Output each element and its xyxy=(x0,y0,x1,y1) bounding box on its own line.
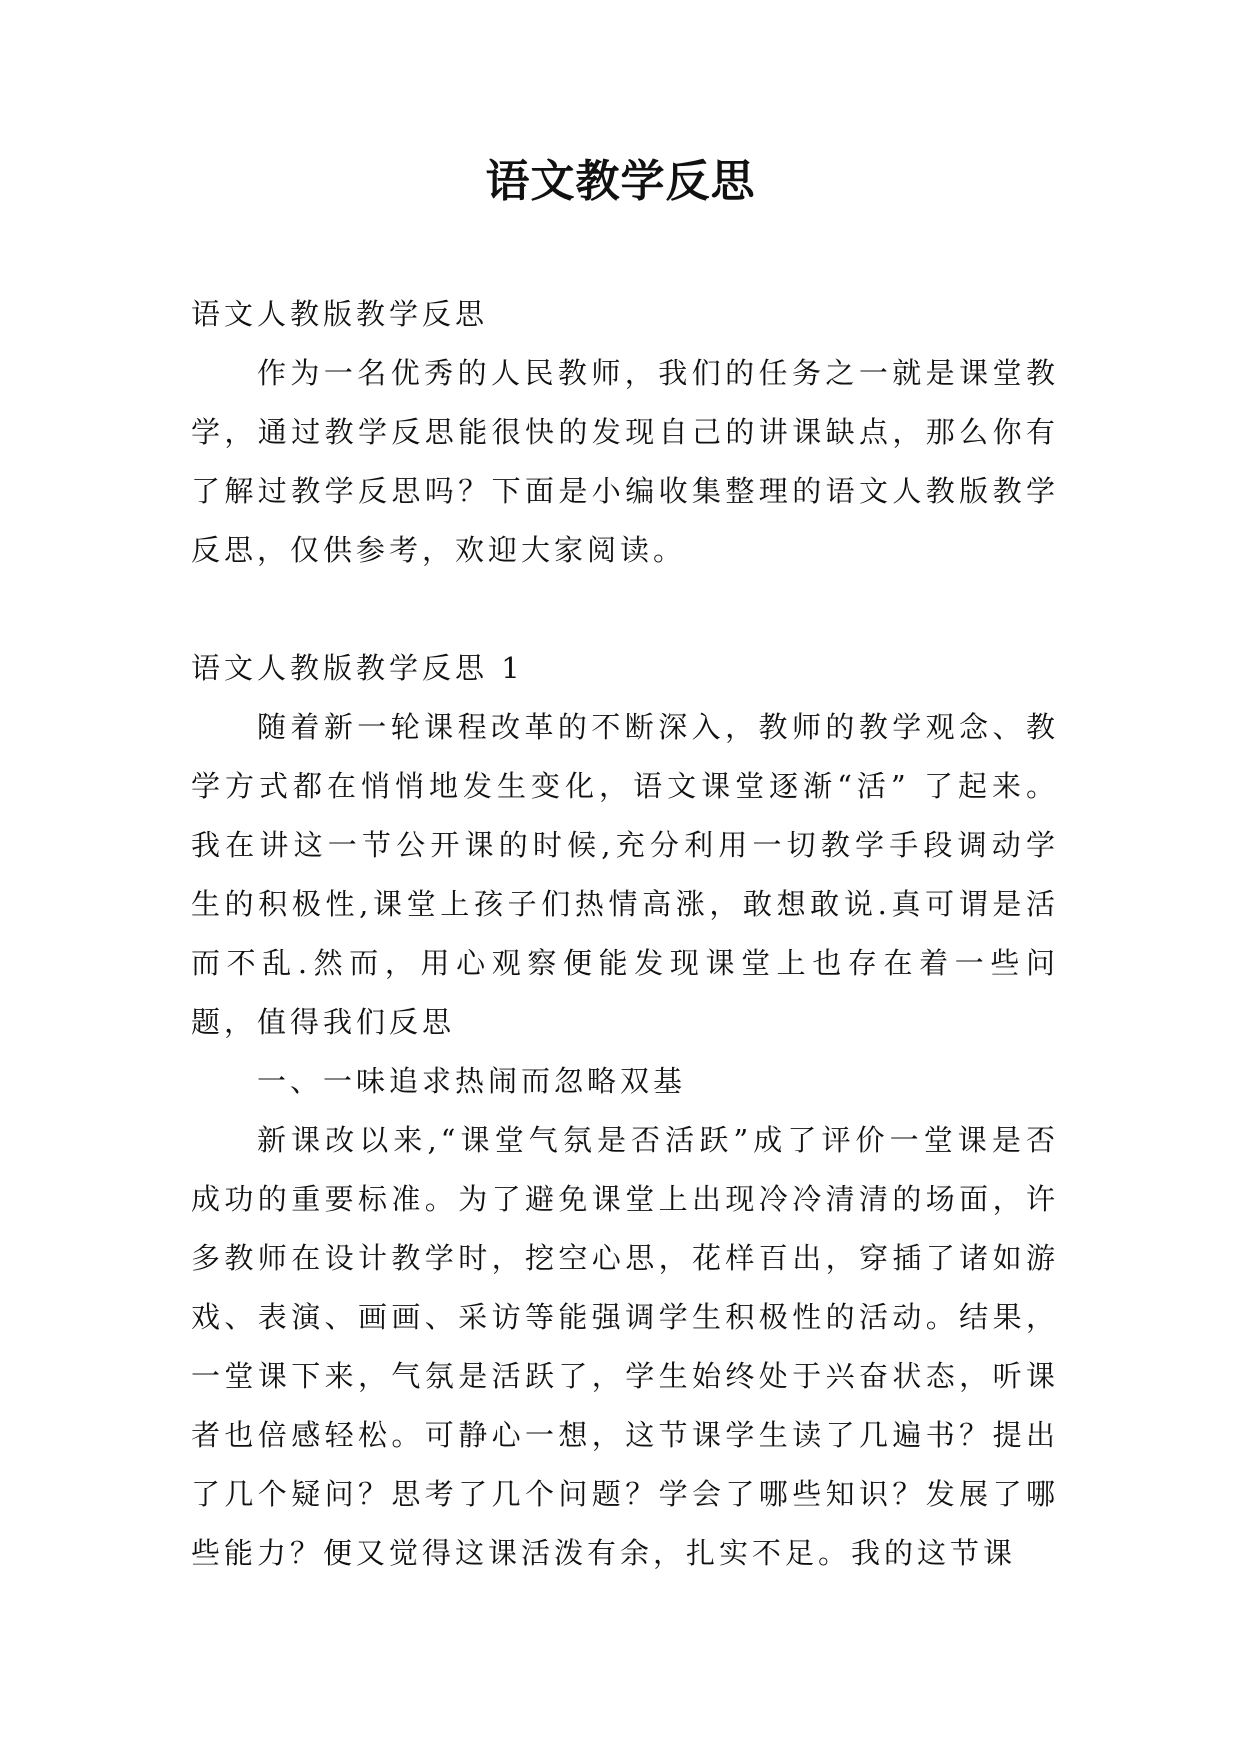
subheading-paragraph: 一、一味追求热闹而忽略双基 xyxy=(257,1064,687,1098)
document-body xyxy=(191,285,1059,1583)
intro-paragraph: 作为一名优秀的人民教师，我们的任务之一就是课堂教学，通过教学反思能很快的发现自己的讲课缺点，那么你有了解过教学反思吗？下面是小编收集整理的语文人教版教学反思，仅供参考，欢迎大家阅读。 xyxy=(191,356,1059,567)
document-title: 语文教学反思 xyxy=(485,156,756,207)
section-heading: 语文人教版教学反思 1 xyxy=(191,651,524,685)
body-paragraph: 新课改以来,“课堂气氛是否活跃”成了评价一堂课是否成功的重要标准。为了避免课堂上出现冷冷清清的场面，许多教师在设计教学时，挖空心思，花样百出，穿插了诸如游戏、表演、画画、采访等能强调学生积极性的活动。结果，一堂课下来，气氛是活跃了，学生始终处于兴奋状态，听课者也倍感轻松。可静心一想，这节课学生读了几遍书？提出了几个疑问？思考了几个问题？学会了哪些知识？发展了哪些能力？便又觉得这课活泼有余，扎实不足。我的这节课 xyxy=(191,1123,1059,1570)
section-gap xyxy=(191,580,1059,639)
body-paragraph: 随着新一轮课程改革的不断深入，教师的教学观念、教学方式都在悄悄地发生变化，语文课堂逐渐“活” 了起来。我在讲这一节公开课的时候,充分利用一切教学手段调动学生的积极性,课堂上孩子们热情高涨，敢想敢说.真可谓是活而不乱.然而，用心观察便能发现课堂上也存在着一些问题，值得我们反思 xyxy=(191,710,1059,1039)
section-heading: 语文人教版教学反思 xyxy=(191,297,489,331)
